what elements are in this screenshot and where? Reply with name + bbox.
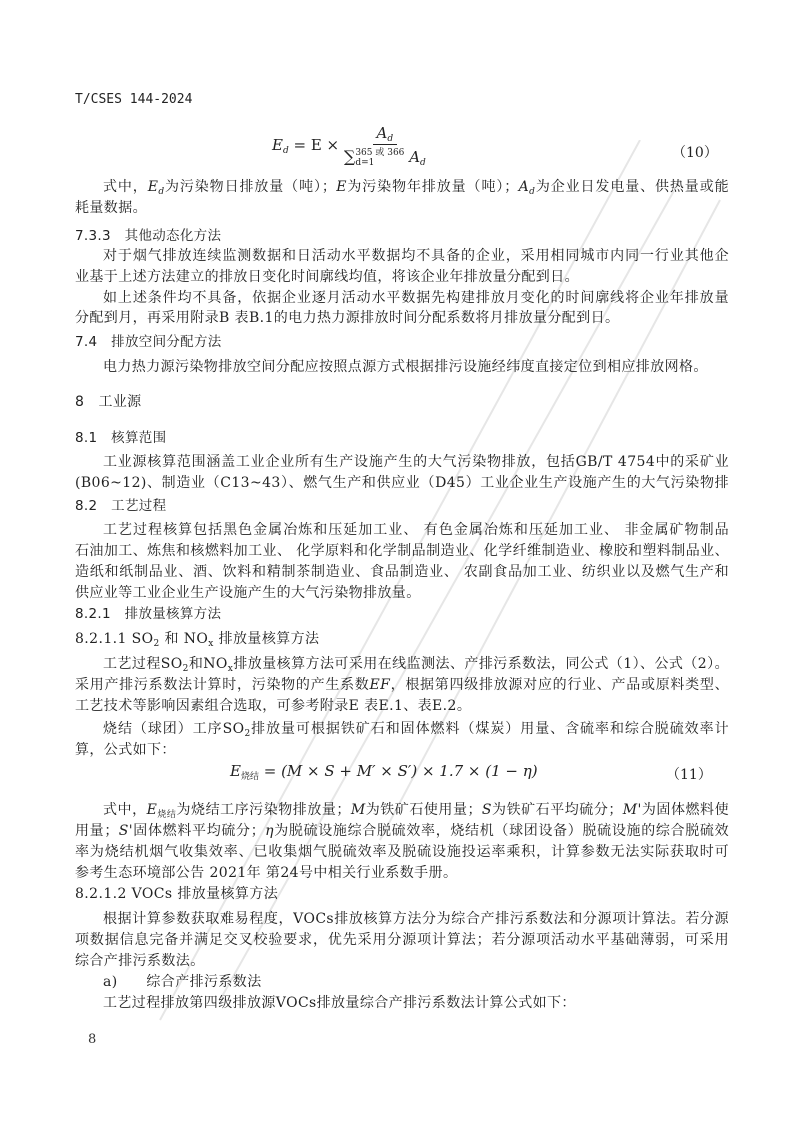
text-run: 排放量可根据铁矿石和固体燃料（煤炭）用量、含硫率和综合脱硫效率计 bbox=[250, 721, 729, 737]
text-run: 业基于上述方法建立的排放日变化时间廓线均值，将该企业年排放量分配到日。 bbox=[75, 269, 579, 285]
text-run: 电力热力源污染物排放空间分配应按照点源方式根据排污设施经纬度直接定位到相应排放网格。 bbox=[103, 359, 708, 375]
math-variable: E bbox=[146, 802, 158, 818]
text-run: 7.4 排放空间分配方法 bbox=[75, 334, 222, 350]
text-run: 8.2.1.1 SO bbox=[75, 631, 154, 647]
text-run: 式中， bbox=[103, 802, 147, 818]
math-variable: S' bbox=[118, 823, 134, 839]
text-run: 用量； bbox=[75, 823, 119, 839]
text-run: 为企业日发电量、供热量或能 bbox=[535, 179, 729, 195]
text-line bbox=[103, 453, 729, 471]
text-run: 为污染物日排放量（吨）； bbox=[164, 179, 337, 195]
text-run: 石油加工、炼焦和核燃料加工业、 化学原料和化学制品制造业、化学纤维制造业、橡胶和塑料制品业、 bbox=[75, 543, 729, 559]
math-variable: M' bbox=[622, 802, 642, 818]
formula-10: $E_d = E$ × $A_d$ ∑ 365 或 366 d=1 $A_d$ bbox=[272, 124, 426, 168]
text-run: 工艺过程核算包括黑色金属冶炼和压延加工业、 有色金属冶炼和压延加工业、 非金属矿物制品 bbox=[103, 522, 729, 538]
section-heading bbox=[75, 497, 166, 515]
text-line bbox=[75, 542, 729, 560]
section-heading bbox=[75, 393, 141, 411]
math-variable: η bbox=[265, 823, 274, 839]
text-run: 为污染物年排放量（吨）； bbox=[346, 179, 519, 195]
text-run: 式中， bbox=[103, 179, 148, 195]
text-run: 为烧结工序污染物排放量； bbox=[176, 802, 351, 818]
text-run: 为固体燃料使 bbox=[641, 802, 729, 818]
text-line bbox=[75, 822, 729, 840]
text-line bbox=[75, 199, 147, 217]
text-run: 和NO bbox=[188, 656, 228, 672]
text-run: 算，公式如下： bbox=[75, 742, 176, 758]
text-line bbox=[103, 655, 729, 673]
text-run: 烧结（球团）工序SO bbox=[103, 721, 245, 737]
text-run: 排放量核算方法 bbox=[213, 631, 320, 647]
subscript: 2 bbox=[182, 664, 189, 673]
text-line bbox=[75, 309, 619, 327]
text-run: 工艺过程排放第四级排放源VOCs排放量综合产排污系数法计算公式如下： bbox=[103, 995, 576, 1011]
text-run: 如上述条件均不具备，依据企业逐月活动水平数据先构建排放月变化的时间廓线将企业年排放量 bbox=[103, 290, 729, 306]
math-variable: E bbox=[336, 179, 347, 195]
text-run: 8 工业源 bbox=[75, 394, 142, 410]
text-line bbox=[75, 864, 457, 882]
text-run: 工艺技术等影响因素组合选取，可参考附录E 表E.1、表E.2。 bbox=[75, 698, 472, 714]
text-run: 7.3.3 其他动态化方法 bbox=[75, 228, 222, 244]
text-line bbox=[75, 268, 579, 286]
text-line bbox=[103, 358, 708, 376]
text-run: 8.2.1.2 VOCs 排放量核算方法 bbox=[75, 886, 279, 902]
subscript: x bbox=[227, 664, 234, 673]
text-run: 耗量数据。 bbox=[75, 200, 147, 216]
text-run: 项数据信息完备并满足交叉校验要求，优先采用分源项计算法；若分源项活动水平基础薄弱，可采用 bbox=[75, 932, 729, 948]
text-line bbox=[75, 952, 205, 970]
text-line bbox=[103, 178, 729, 196]
text-run: 采用产排污系数法计算时，污染物的产生系数 bbox=[75, 677, 370, 693]
subscript: 2 bbox=[244, 729, 251, 738]
text-line bbox=[103, 973, 262, 991]
text-run: 分配到月，再采用附录B 表B.1的电力热力源排放时间分配系数将月排放量分配到日。 bbox=[75, 310, 620, 326]
text-run: 排放量核算方法可采用在线监测法、产排污系数法，同公式（1）、公式（2）。 bbox=[233, 656, 729, 672]
text-line bbox=[75, 563, 729, 581]
text-line bbox=[75, 843, 729, 861]
text-line bbox=[75, 474, 729, 492]
text-line bbox=[75, 697, 471, 715]
text-run: ，根据第四级排放源对应的行业、产品或原料类型、 bbox=[390, 677, 729, 693]
math-variable: A bbox=[518, 179, 530, 195]
text-line bbox=[103, 994, 576, 1012]
text-line bbox=[103, 910, 729, 928]
text-run: 供应业等工业企业生产设施产生的大气污染物排放量。 bbox=[75, 585, 421, 601]
text-run: 8.2 工艺过程 bbox=[75, 498, 167, 514]
text-run: 工艺过程SO bbox=[103, 656, 183, 672]
subscript: x bbox=[208, 639, 214, 649]
section-heading bbox=[75, 429, 166, 447]
formula-number-11: （11） bbox=[666, 767, 712, 783]
text-run: 综合产排污系数法。 bbox=[75, 953, 205, 969]
text-run: 和 NO bbox=[159, 631, 209, 647]
document-id-header: T/CSES 144-2024 bbox=[75, 92, 193, 107]
text-run: 为铁矿石使用量； bbox=[365, 802, 482, 818]
text-run: 工业源核算范围涵盖工业企业所有生产设施产生的大气污染物排放，包括GB/T 4754中的采矿业 bbox=[103, 454, 729, 470]
text-run: a) 综合产排污系数法 bbox=[103, 974, 262, 990]
text-run: 为脱硫设施综合脱硫效率，烧结机（球团设备）脱硫设施的综合脱硫效 bbox=[273, 823, 729, 839]
text-run: 8.2.1 排放量核算方法 bbox=[75, 606, 222, 622]
math-variable: EF bbox=[369, 677, 391, 693]
text-run: (B06~12)、制造业（C13~43）、燃气生产和供应业（D45）工业企业生产设施产生的大气污染物排 bbox=[75, 475, 729, 491]
formula-11: $E_{烧结} = (M \times S + M' \times S') \times 1.7 \times (1 - \eta)$ bbox=[230, 762, 538, 782]
text-run: 根据计算参数获取难易程度，VOCs排放核算方法分为综合产排污系数法和分源项计算法。若分源 bbox=[103, 911, 729, 927]
text-line bbox=[103, 720, 729, 738]
section-heading bbox=[75, 227, 221, 245]
math-variable: E bbox=[147, 179, 159, 195]
subscript: 2 bbox=[153, 639, 160, 649]
subscript: 烧结 bbox=[157, 810, 177, 819]
text-run: 参考生态环境部公告 2021年 第24号中相关行业系数手册。 bbox=[75, 865, 458, 881]
text-line bbox=[103, 521, 729, 539]
section-heading bbox=[75, 333, 222, 351]
subscript: d bbox=[529, 187, 536, 196]
text-run: 固体燃料平均硫分； bbox=[133, 823, 266, 839]
text-run: 率为烧结机烟气收集效率、已收集烟气脱硫效率及脱硫设施投运率乘积，计算参数无法实际获取时可 bbox=[75, 844, 729, 860]
math-variable: S bbox=[481, 802, 492, 818]
text-run: 为铁矿石平均硫分； bbox=[491, 802, 623, 818]
text-line bbox=[103, 801, 729, 819]
text-line bbox=[75, 584, 421, 602]
math-variable: M bbox=[350, 802, 366, 818]
text-run: 8.1 核算范围 bbox=[75, 430, 167, 446]
text-run: 对于烟气排放连续监测数据和日活动水平数据均不具备的企业，采用相同城市内同一行业其他企 bbox=[103, 248, 729, 264]
subscript: d bbox=[158, 187, 165, 196]
page-number: 8 bbox=[88, 1032, 97, 1047]
text-line bbox=[75, 741, 176, 759]
text-line bbox=[103, 247, 729, 265]
section-heading bbox=[75, 630, 319, 648]
formula-number-10: （10） bbox=[672, 145, 718, 161]
section-heading bbox=[75, 605, 221, 623]
text-line bbox=[75, 676, 729, 694]
section-heading bbox=[75, 885, 278, 903]
text-run: 造纸和纸制品业、酒、饮料和精制茶制造业、食品制造业、 农副食品加工业、纺织业以及燃气生产和 bbox=[75, 564, 729, 580]
text-line bbox=[103, 289, 729, 307]
text-line bbox=[75, 931, 729, 949]
